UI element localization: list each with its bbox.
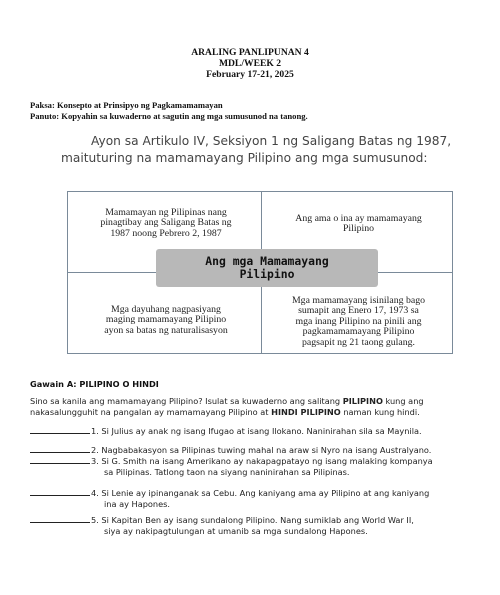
desc-text: Sino sa kanila ang mamamayang Pilipino? Isulat sa kuwaderno ang salitang [30,396,343,406]
cell-line: sumapit ang Enero 17, 1973 sa [298,305,419,317]
cell-line: Mamamayan ng Pilipinas nang [105,207,227,218]
answer-blank[interactable] [30,488,90,496]
question-text: 4. Si Lenie ay ipinanganak sa Cebu. Ang kaniyang ama ay Pilipino at ang kaniyang [91,488,430,498]
desc-bold: PILIPINO [342,396,383,406]
question-text-continued: siya ay nakipagtulungan at umanib sa mga sundalong Hapones. [104,526,368,536]
question-text-continued: sa Pilipinas. Tatlong taon na siyang naninirahan sa Pilipinas. [104,467,350,477]
subject-title: ARALING PANLIPUNAN 4 [191,47,309,58]
cell-line: pagsapit ng 21 taong gulang. [302,336,415,348]
cell-line: maging mamamayang Pilipino [105,314,227,326]
cell-line: pinagtibay ang Saligang Batas ng [100,217,232,229]
center-title-line-2: Pilipino [239,267,295,281]
gawain-instructions [30,396,485,418]
week-label: MDL/WEEK 2 [218,58,282,70]
document-header [0,47,500,81]
question-text: 2. Nagbabakasyon sa Pilipinas tuwing mahal na araw si Nyro na isang Australyano. [91,445,432,455]
question-text: 3. Si G. Smith na isang Amerikano ay nakapagpatayo ng isang malaking kompanya [91,456,433,466]
cell-line: Mga mamamayang isinilang bago [291,295,426,306]
paksa-line: Paksa: Konsepto at Prinsipyo ng Pagkamamamayan [30,100,223,110]
desc-bold: HINDI PILIPINO [271,407,341,418]
question-text-continued: ina ay Hapones. [104,499,171,509]
desc-text: naman kung hindi. [340,407,420,418]
question-item-2 [30,445,490,456]
answer-blank[interactable] [30,426,90,434]
question-item-1 [30,426,490,437]
diagram-cell-bottom-left [76,305,256,336]
cell-line: ayon sa batas ng naturalisasyon [104,324,228,336]
cell-line: 1987 noong Pebrero 2, 1987 [110,227,222,239]
answer-blank[interactable] [30,456,90,464]
question-item-5 [30,515,490,537]
desc-text: kung ang nakasalungguhit na pangalan ay mamamayang Pilipino at [30,396,424,418]
question-text: 1. Si Julius ay anak ng isang Ifugao at isang Ilokano. Naninirahan sila sa Maynila. [91,426,422,436]
diagram-cell-top-left [76,208,256,239]
question-item-3 [30,456,490,478]
cell-line: pagkamamamayang Pilipino [302,326,415,338]
diagram-center-title [156,249,378,287]
question-text: 5. Si Kapitan Ben ay isang sundalong Pilipino. Nang sumiklab ang World War II, [91,515,414,525]
answer-blank[interactable] [30,445,90,453]
intro-line-1: Ayon sa Artikulo IV, Seksiyon 1 ng Saligang Batas ng 1987, [91,134,452,148]
diagram-cell-top-right [266,214,451,235]
question-item-4 [30,488,490,510]
cell-line: Mga dayuhang nagpasiyang [111,304,221,315]
answer-blank[interactable] [30,515,90,523]
intro-line-2: maituturing na mamamayang Pilipino ang mga sumusunod: [61,151,428,165]
intro-paragraph [61,133,461,167]
center-title-line-1: Ang mga Mamamayang [205,254,329,268]
diagram-cell-bottom-right [266,296,451,348]
citizenship-diagram [67,191,453,354]
cell-line: mga inang Pilipino na pinili ang [295,315,422,327]
cell-line: Pilipino [342,223,375,235]
gawain-title: Gawain A: PILIPINO O HINDI [30,379,159,389]
date-label: February 17-21, 2025 [206,69,294,81]
cell-line: Ang ama o ina ay mamamayang [295,213,422,224]
panuto-line: Panuto: Kopyahin sa kuwaderno at sagutin ang mga sumusunod na tanong. [30,111,308,121]
